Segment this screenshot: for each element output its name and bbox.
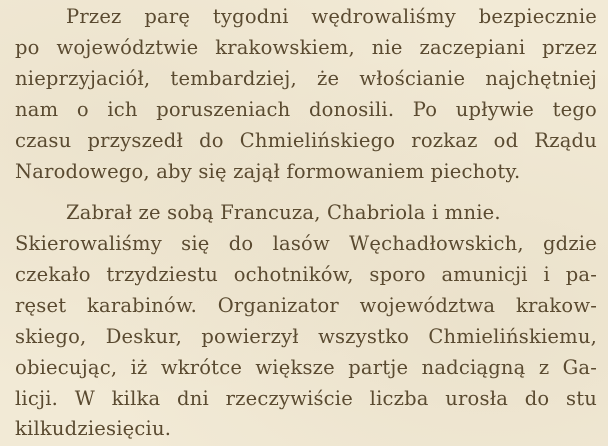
text-line: ręset karabinów. Organizator województwa krakow- [15,294,597,317]
text-line: czasu przyszedł do Chmielińskiego rozkaz od Rządu [15,129,597,152]
text-line: Zabrał ze sobą Francuza, Chabriola i mnie. [66,201,501,224]
text-line: nam o ich poruszeniach donosili. Po upływie tego [15,98,597,121]
text-line: czekało trzydziestu ochotników, sporo amunicji i pa- [15,263,597,286]
text-line: nieprzyjaciół, tembardziej, że włościanie najchętniej [15,67,597,90]
text-line: po województwie krakowskiem, nie zaczepiani przez [15,36,597,59]
text-line: Narodowego, aby się zajął formowaniem piechoty. [15,160,521,183]
text-line: obiecując, iż wkrótce większe partje nadciągną z Ga- [15,356,597,379]
text-line: kilkudziesięciu. [15,417,172,440]
text-line: Przez parę tygodni wędrowaliśmy bezpiecznie [66,5,597,28]
text-line: licji. W kilka dni rzeczywiście liczba urosła do stu [15,387,597,410]
text-line: skiego, Deskur, powierzył wszystko Chmielińskiemu, [15,325,597,348]
text-line: Skierowaliśmy się do lasów Węchadłowskich, gdzie [15,232,597,255]
